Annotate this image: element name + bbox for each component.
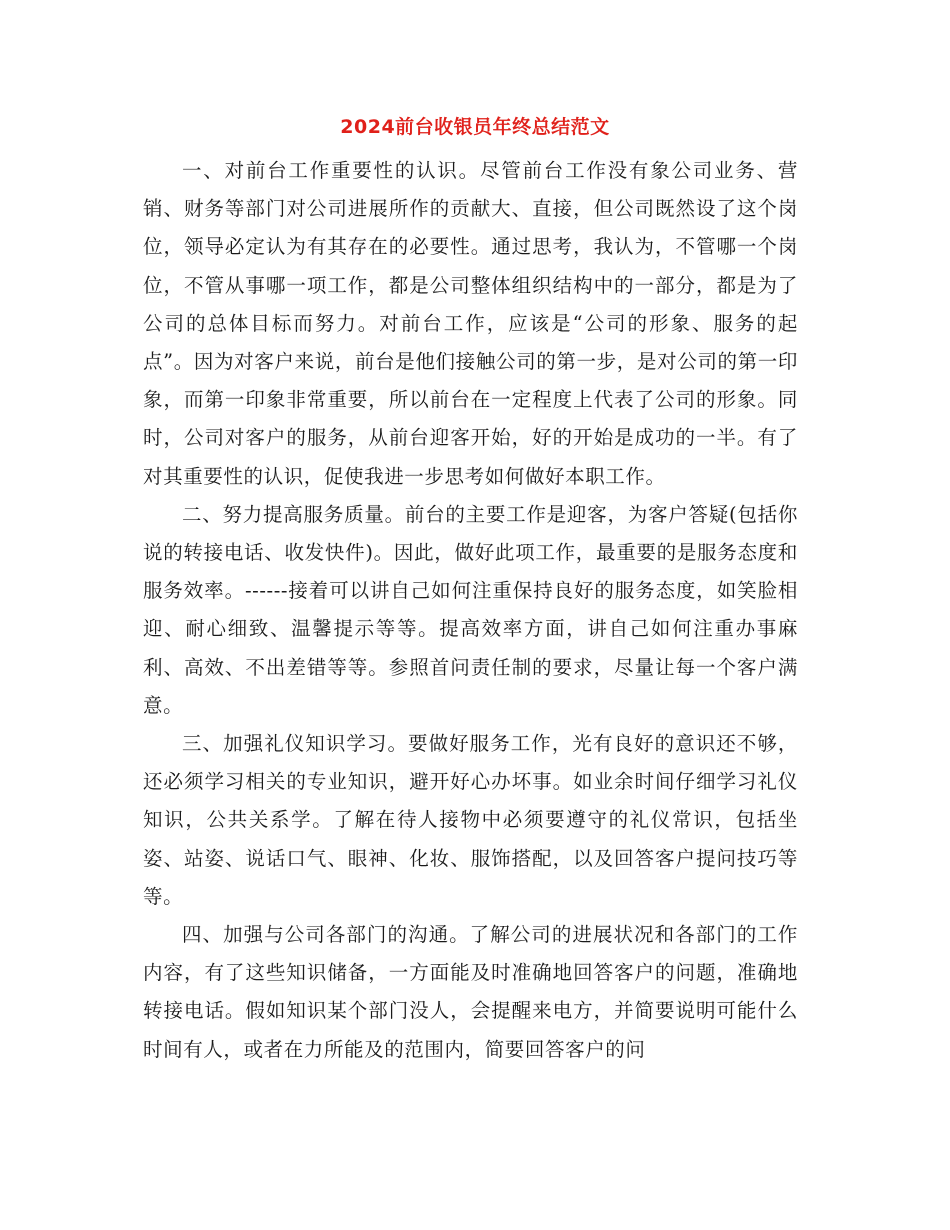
- document-title: 2024前台收银员年终总结范文: [340, 116, 610, 138]
- document-body: [143, 152, 798, 1069]
- paragraph-4: 四、加强与公司各部门的沟通。了解公司的进展状况和各部门的工作内容，有了这些知识储备，一方面能及时准确地回答客户的问题，准确地转接电话。假如知识某个部门没人，会提醒来电方，并简要说明可能什么时间有人，或者在力所能及的范围内，简要回答客户的问: [143, 923, 798, 1061]
- paragraph-1: 一、对前台工作重要性的认识。尽管前台工作没有象公司业务、营销、财务等部门对公司进展所作的贡献大、直接，但公司既然设了这个岗位，领导必定认为有其存在的必要性。通过思考，我认为，不管哪一个岗位，不管从事哪一项工作，都是公司整体组织结构中的一部分，都是为了公司的总体目标而努力。对前台工作，应该是“公司的形象、服务的起点”。因为对客户来说，前台是他们接触公司的第一步，是对公司的第一印象，而第一印象非常重要，所以前台在一定程度上代表了公司的形象。同时，公司对客户的服务，从前台迎客开始，好的开始是成功的一半。有了对其重要性的认识，促使我进一步思考如何做好本职工作。: [143, 159, 798, 488]
- paragraph-2: 二、努力提高服务质量。前台的主要工作是迎客，为客户答疑(包括你说的转接电话、收发快件)。因此，做好此项工作，最重要的是服务态度和服务效率。------接着可以讲自己如何注重保持良好的服务态度，如笑脸相迎、耐心细致、温馨提示等等。提高效率方面，讲自己如何注重办事麻利、高效、不出差错等等。参照首问责任制的要求，尽量让每一个客户满意。: [143, 502, 798, 717]
- paragraph-3: 三、加强礼仪知识学习。要做好服务工作，光有良好的意识还不够，还必须学习相关的专业知识，避开好心办坏事。如业余时间仔细学习礼仪知识，公共关系学。了解在待人接物中必须要遵守的礼仪常识，包括坐姿、站姿、说话口气、眼神、化妆、服饰搭配，以及回答客户提问技巧等等。: [143, 732, 798, 908]
